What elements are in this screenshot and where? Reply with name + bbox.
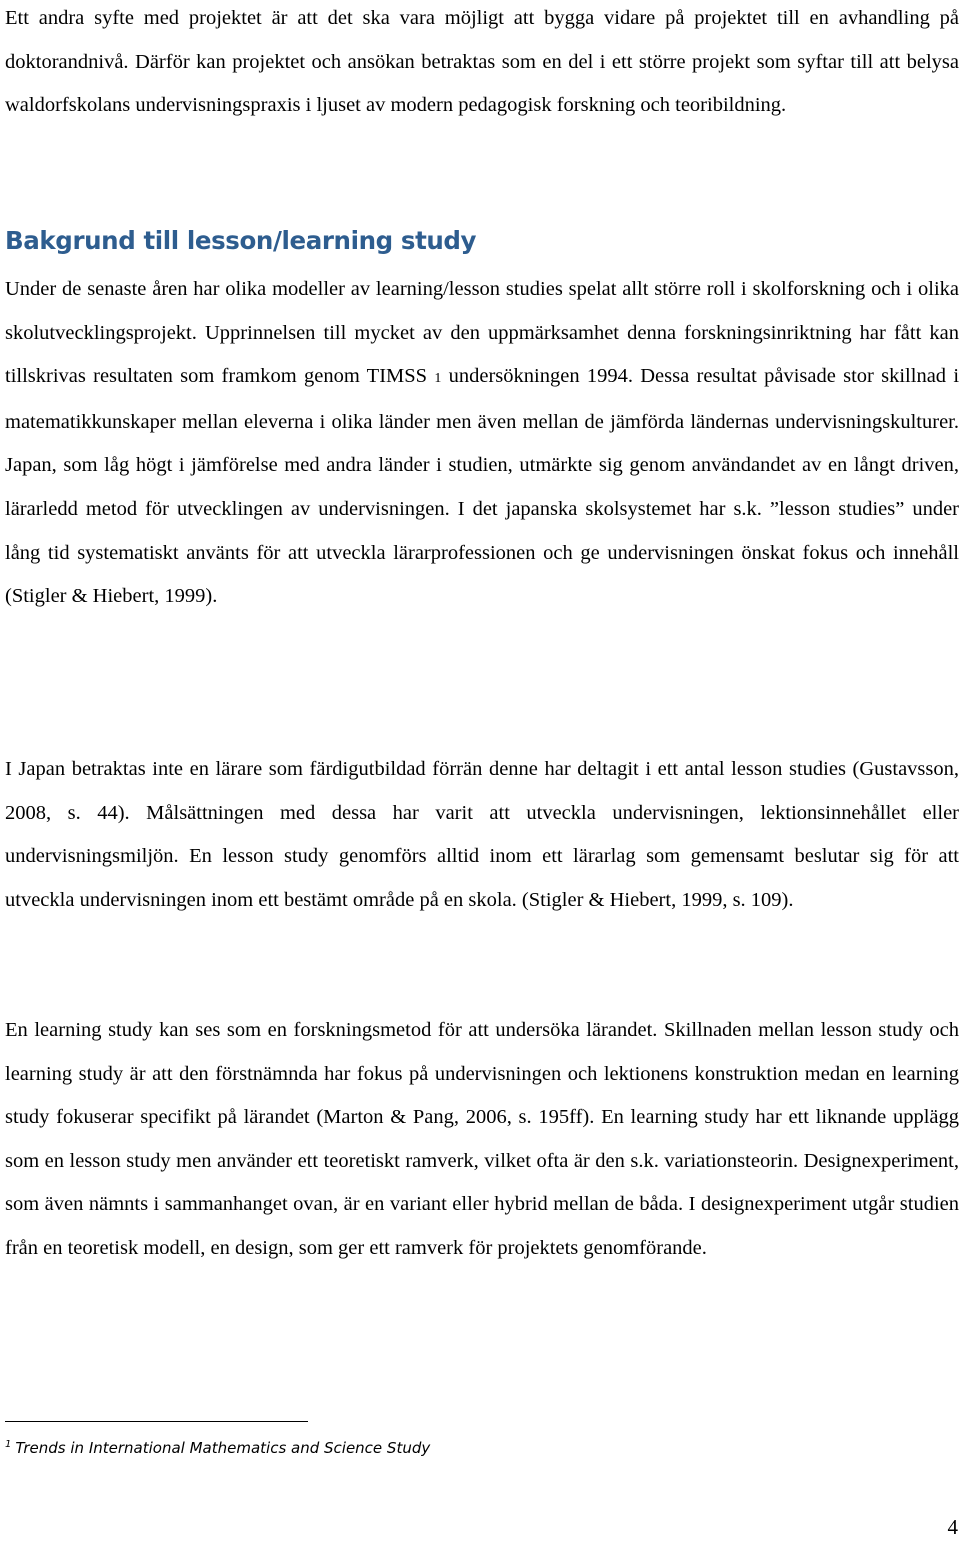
footnote-marker: 1 — [5, 1439, 12, 1450]
footnote — [5, 1434, 430, 1459]
footnote-reference: 1 — [434, 371, 442, 387]
paragraph-japan: I Japan betraktas inte en lärare som färdigutbildad förrän denne har deltagit i ett antal lesson studies (Gustavsson, 2008, s. 44). Målsättningen med dessa har varit att utveckla undervisningen, lektionsinnehållet eller undervisningsmiljön. En lesson study genomförs alltid inom ett lärarlag som gemensamt beslutar sig för att utveckla undervisningen inom ett bestämt område på en skola. (Stigler & Hiebert, 1999, s. 109). — [5, 758, 959, 911]
footnote-separator — [5, 1421, 308, 1422]
page-number: 4 — [947, 1515, 958, 1539]
paragraph-background — [5, 268, 959, 619]
paragraph-background-part1: Under de senaste åren har olika modeller av learning/lesson studies spelat allt större roll i skolforskning och i olika skolutvecklingsprojekt. Upprinnelsen till mycket av den uppmärksamhet denna forskningsinriktning har fått kan tillskrivas resultaten som framkom genom TIMSS — [5, 278, 959, 388]
footnote-text: Trends in International Mathematics and Science Study — [15, 1439, 431, 1457]
section-heading: Bakgrund till lesson/learning study — [5, 226, 477, 255]
paragraph-learning-study: En learning study kan ses som en forskningsmetod för att undersöka lärandet. Skillnaden mellan lesson study och learning study är att den förstnämnda har fokus på undervisningen och lektionens konstruktion medan en learning study fokuserar specifikt på lärandet (Marton & Pang, 2006, s. 195ff). En learning study har ett liknande upplägg som en lesson study men använder ett teoretiskt ramverk, vilket ofta är den s.k. variationsteorin. Designexperiment, som även nämnts i sammanhanget ovan, är en variant eller hybrid mellan de båda. I designexperiment utgår studien från en teoretisk modell, en design, som ger ett ramverk för projektets genomförande. — [5, 1019, 959, 1259]
paragraph-background-part2: undersökningen 1994. Dessa resultat påvisade stor skillnad i matematikkunskaper mellan eleverna i olika länder men även mellan de jämförda ländernas undervisningskulturer. Japan, som låg högt i jämförelse med andra länder i studien, utmärkte sig genom användandet av en långt driven, lärarledd metod för utvecklingen av undervisningen. I det japanska skolsystemet har s.k. ”lesson studies” under lång tid systematiskt använts för att utveckla lärarprofessionen och ge undervisningen önskat fokus och innehåll (Stigler & Hiebert, 1999). — [5, 365, 960, 608]
paragraph-intro: Ett andra syfte med projektet är att det ska vara möjligt att bygga vidare på projektet till en avhandling på doktorandnivå. Därför kan projektet och ansökan betraktas som en del i ett större projekt som syftar till att belysa waldorfskolans undervisningspraxis i ljuset av modern pedagogisk forskning och teoribildning. — [5, 7, 959, 117]
